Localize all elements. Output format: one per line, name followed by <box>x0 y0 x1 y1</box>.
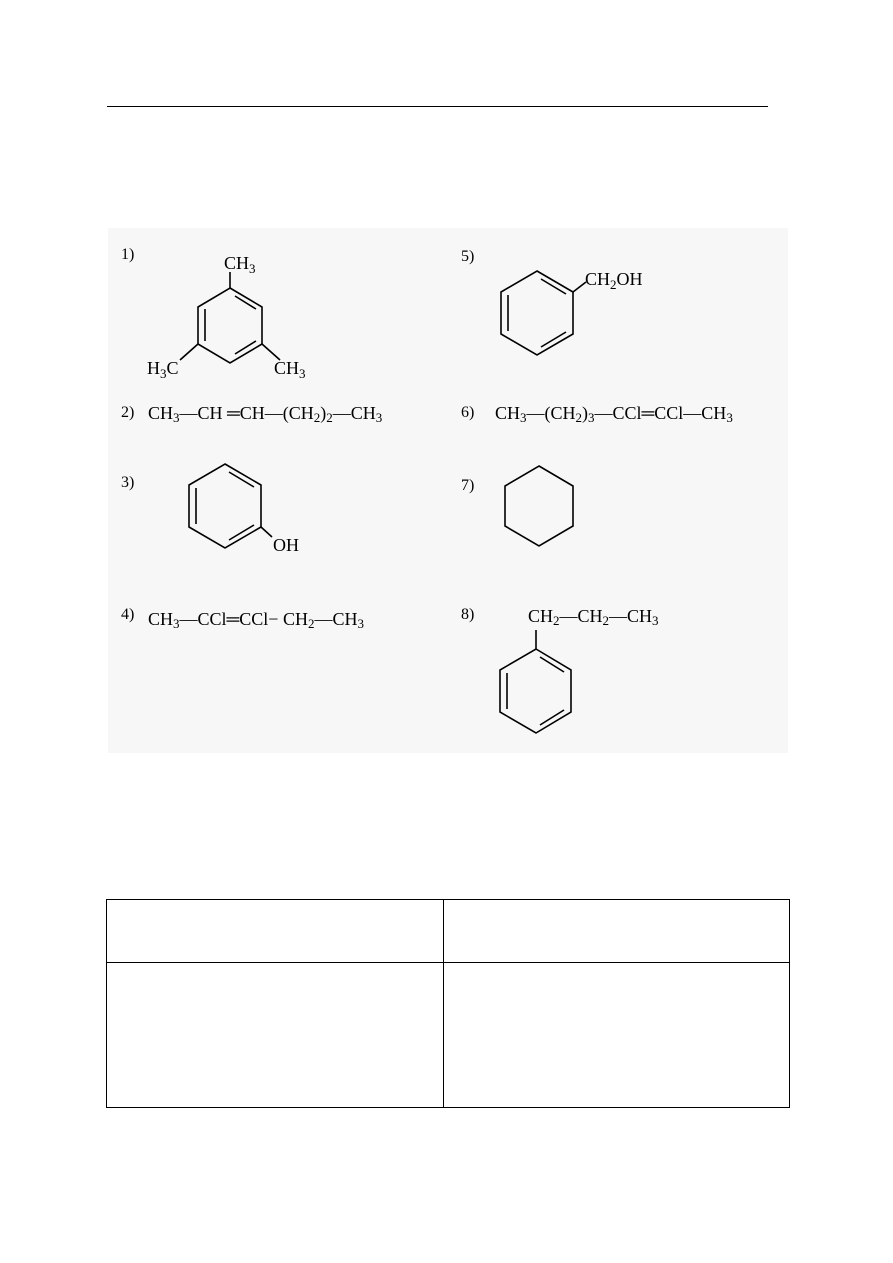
structure-5-substituent-label: $CH_2OH$ <box>585 269 643 292</box>
structure-4-formula: $CH_3—CCl═CCl-$ $CH_2—CH_3$ <box>148 609 364 631</box>
structure-8-number: 8) <box>461 606 475 623</box>
table-cell <box>107 900 444 963</box>
structure-7-number: 7) <box>461 477 475 494</box>
structure-1-top-label: $CH_3$ <box>224 253 256 276</box>
structure-1-number: 1) <box>121 246 135 263</box>
table-cell <box>444 963 790 1108</box>
structure-5-number: 5) <box>461 248 475 265</box>
structure-6-formula: $CH_3—(CH_2)_3—CCl═CCl—CH_3$ <box>495 403 733 425</box>
table-cell <box>444 900 790 963</box>
structure-8-chain-formula: $CH_2—CH_2—CH_3$ <box>528 606 659 628</box>
structure-2-formula: $CH_3—CH$ $═CH—(CH_2)_2—CH_3$ <box>148 403 383 425</box>
structure-1-right-label: $CH_3$ <box>274 358 306 381</box>
answer-table <box>106 899 790 1108</box>
structure-3-number: 3) <box>121 474 135 491</box>
structure-3-oh-label: OH <box>273 535 299 555</box>
structure-1-left-label: $H_3C$ <box>147 358 179 381</box>
structure-2-number: 2) <box>121 404 135 421</box>
structure-6-number: 6) <box>461 404 475 421</box>
structure-4-number: 4) <box>121 606 135 623</box>
table-cell <box>107 963 444 1108</box>
